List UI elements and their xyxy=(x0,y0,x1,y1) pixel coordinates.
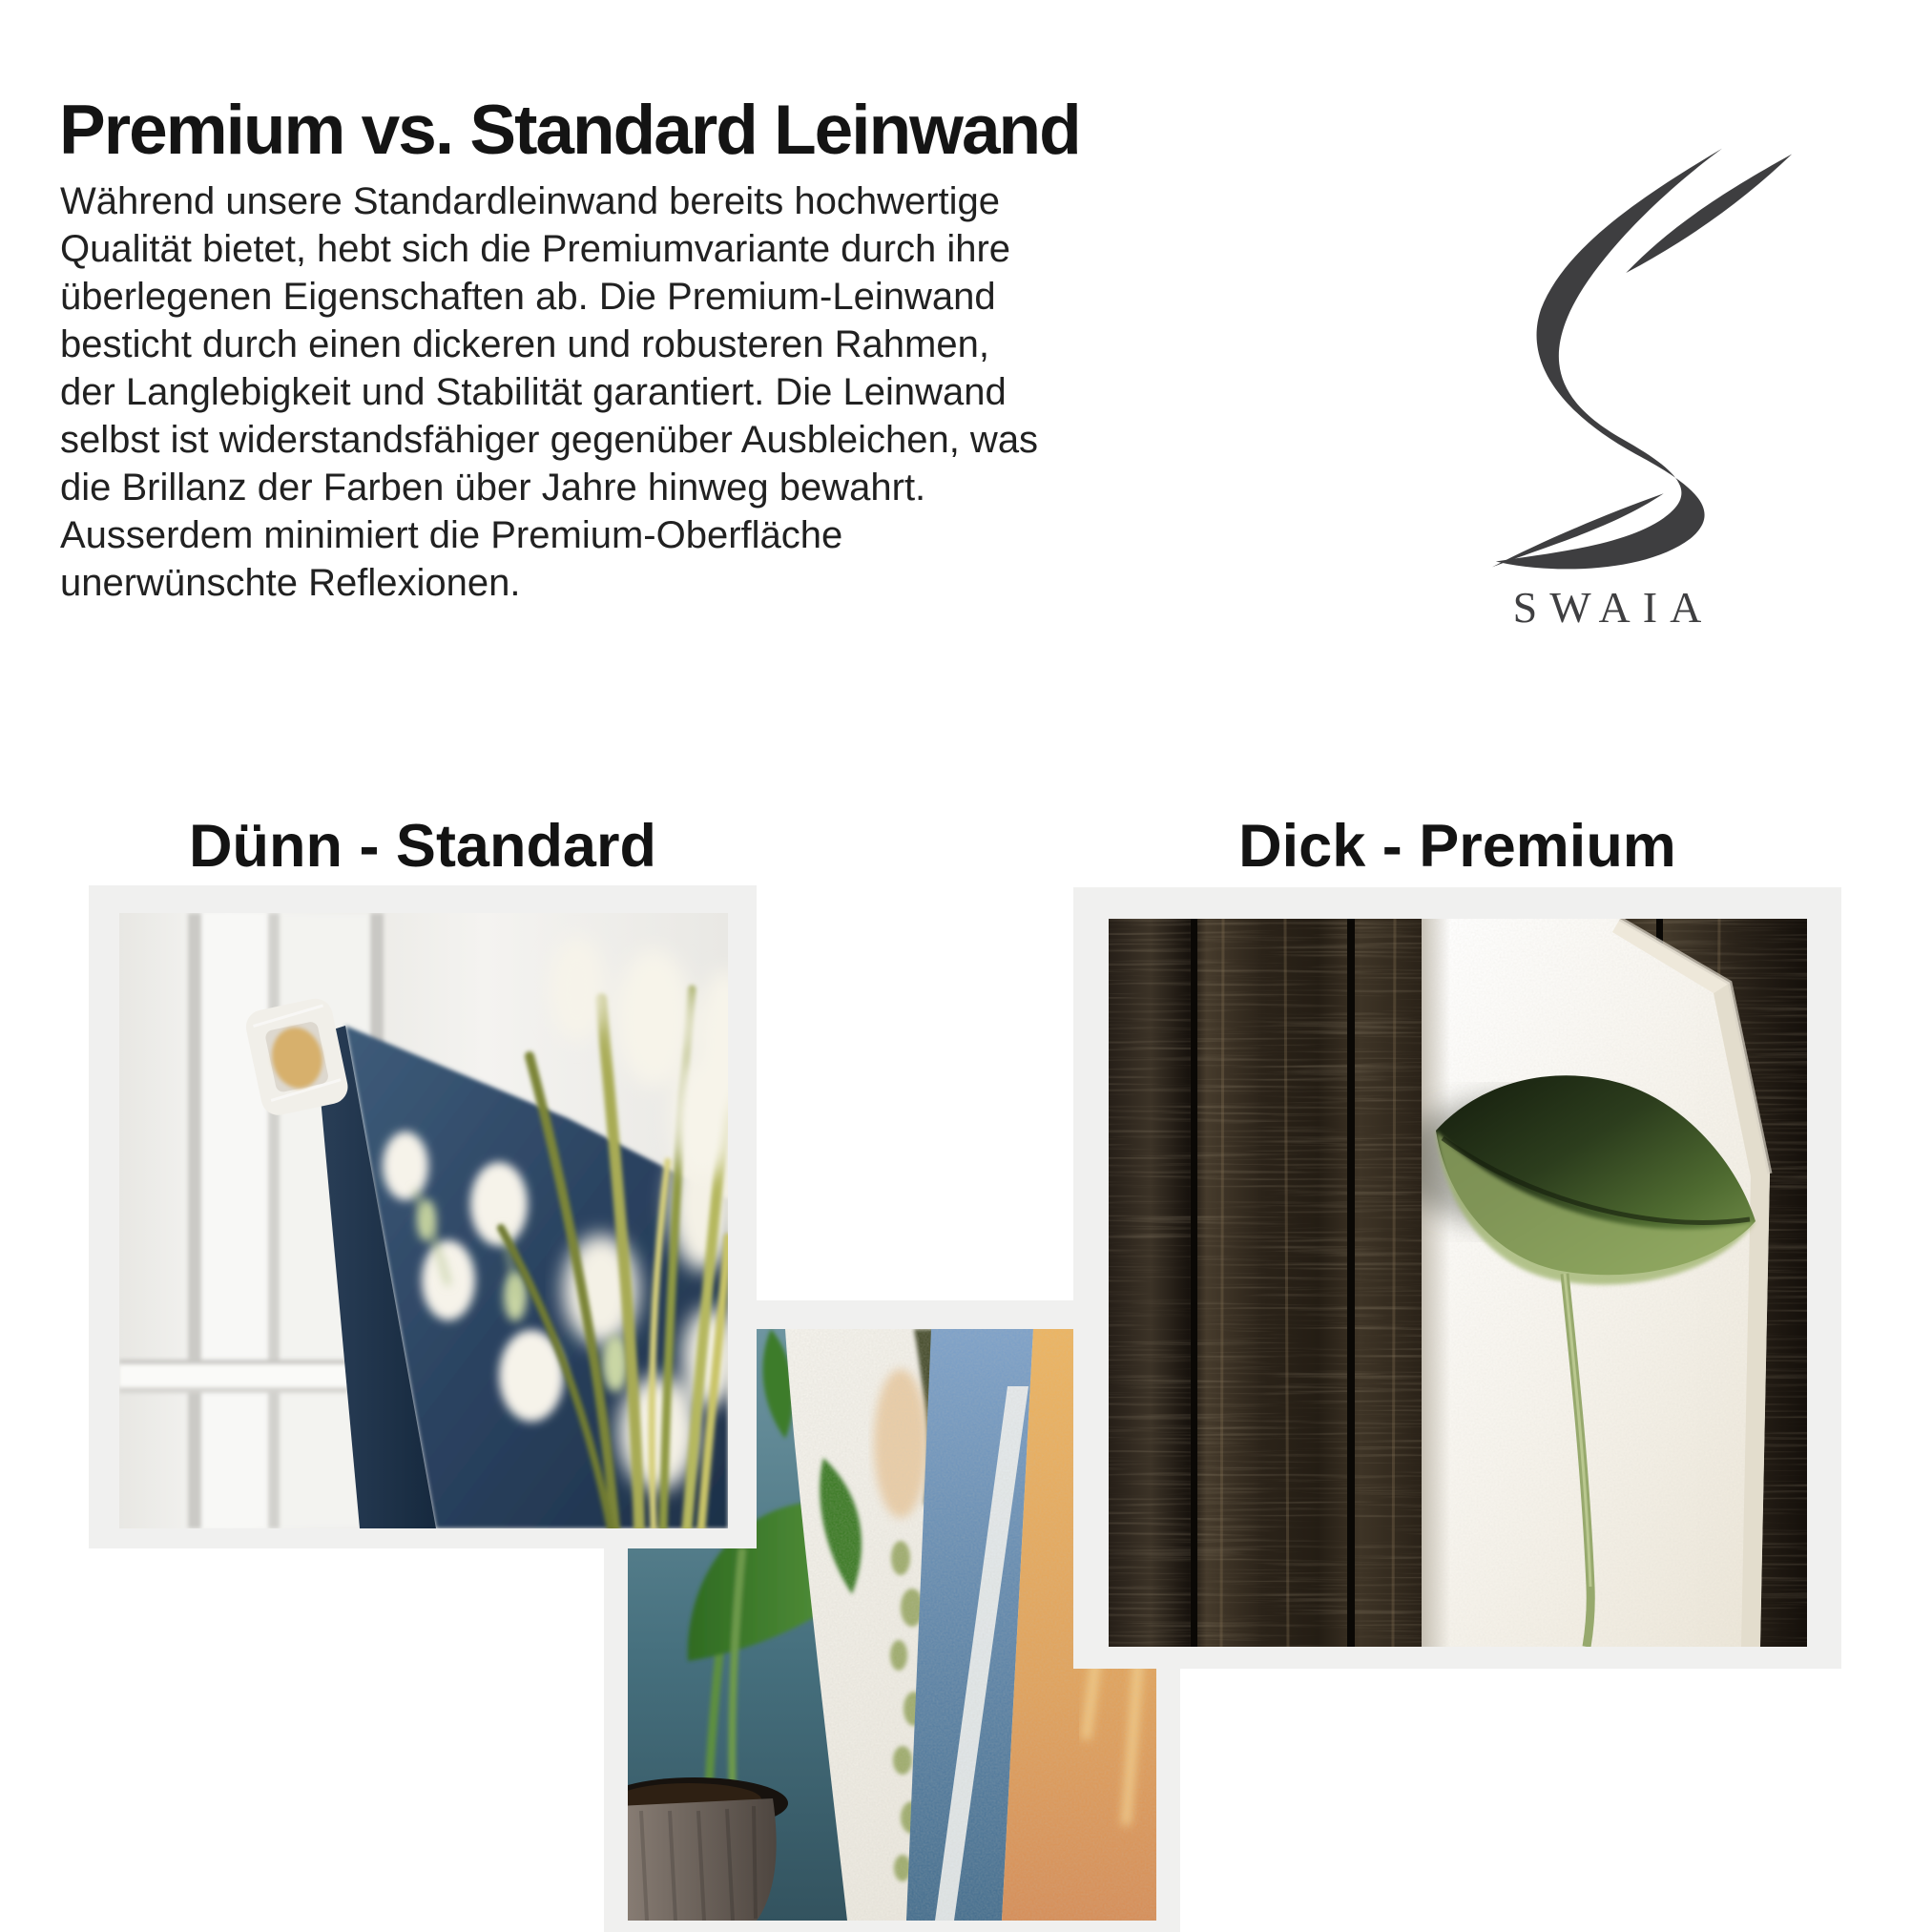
intro-line: Qualität bietet, hebt sich die Premiumvariante durch ihre xyxy=(60,228,1011,270)
page-title: Premium vs. Standard Leinwand xyxy=(59,92,1080,169)
panel-premium xyxy=(1073,887,1841,1669)
column-label-premium: Dick - Premium xyxy=(1238,813,1676,880)
swaia-logo-icon xyxy=(1485,139,1805,576)
brand-name: SWAIA xyxy=(1512,583,1714,632)
column-label-standard: Dünn - Standard xyxy=(189,813,656,880)
intro-line: Während unsere Standardleinwand bereits hochwertige xyxy=(60,180,1001,222)
photo-standard-thin-canvas xyxy=(119,913,728,1528)
panel-standard xyxy=(89,885,757,1548)
intro-line: selbst ist widerstandsfähiger gegenüber Ausbleichen, was xyxy=(60,419,1039,461)
intro-line: die Brillanz der Farben über Jahre hinweg bewahrt. xyxy=(60,467,926,509)
intro-line: der Langlebigkeit und Stabilität garantiert. Die Leinwand xyxy=(60,371,1007,413)
plant-pot xyxy=(628,1777,788,1921)
intro-line: besticht durch einen dickeren und robusteren Rahmen, xyxy=(60,323,989,365)
intro-line: Ausserdem minimiert die Premium-Oberfläche xyxy=(60,514,843,556)
intro-paragraph xyxy=(60,177,1038,607)
intro-line: überlegenen Eigenschaften ab. Die Premium-Leinwand xyxy=(60,276,996,318)
intro-line: unerwünschte Reflexionen. xyxy=(60,562,521,604)
photo-premium-thick-canvas xyxy=(1109,919,1807,1647)
